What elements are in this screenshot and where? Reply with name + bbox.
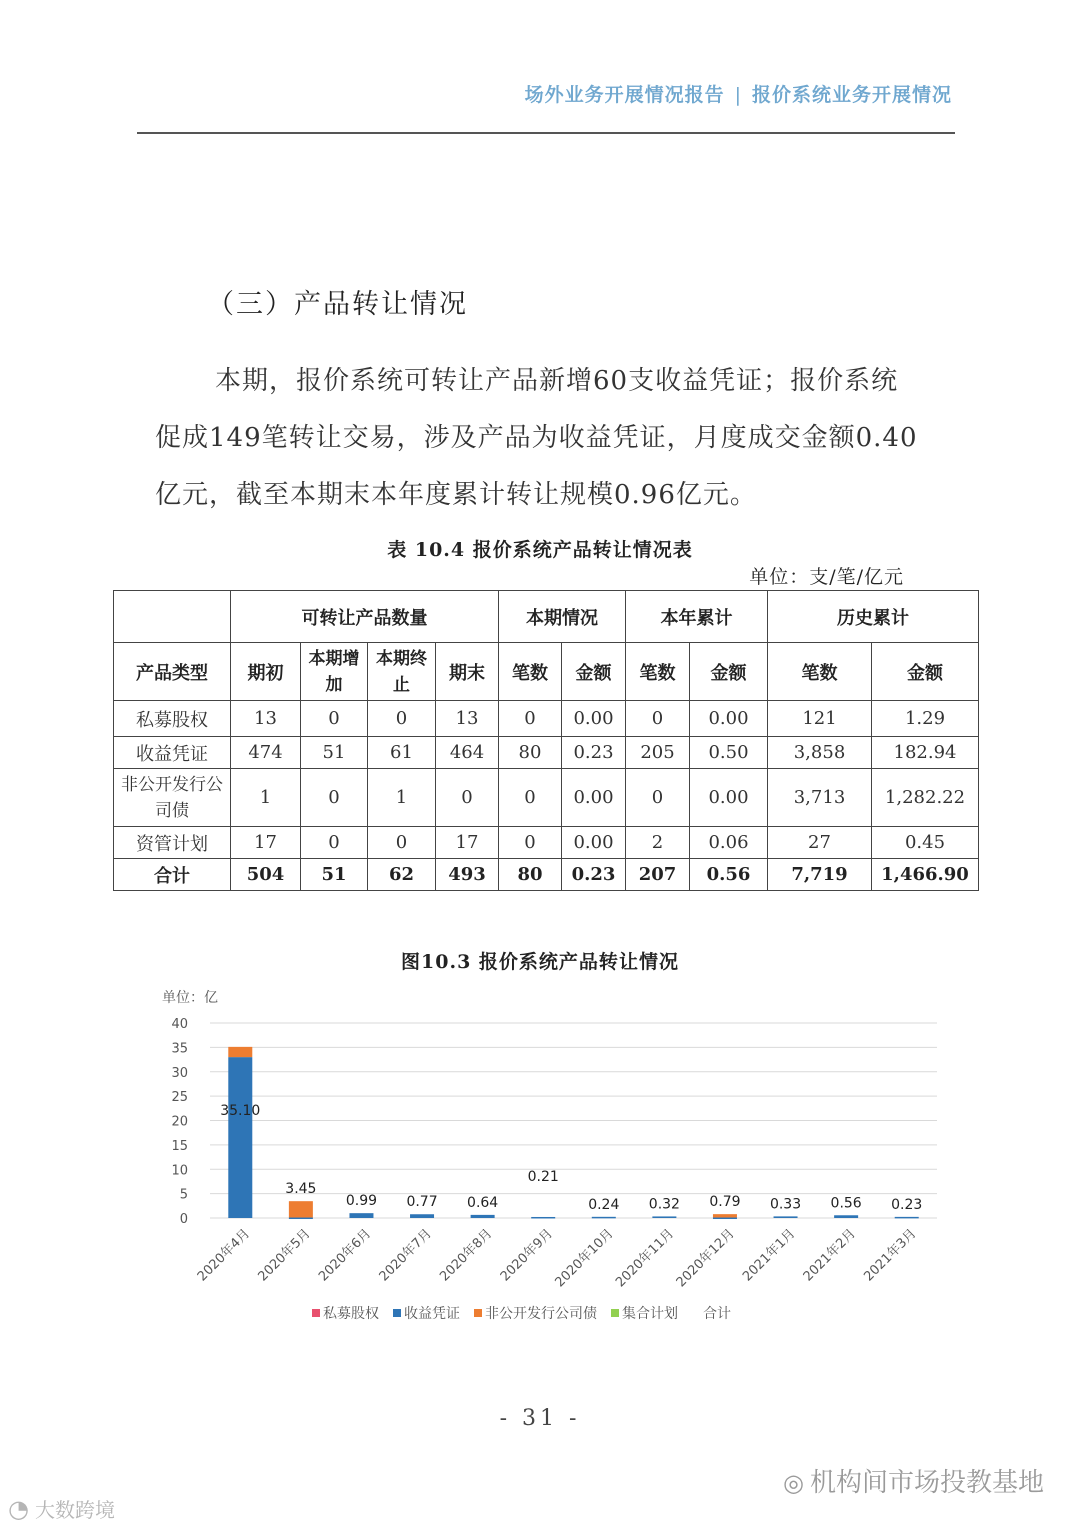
table-cell: 0 xyxy=(626,769,690,827)
y-tick-label: 25 xyxy=(171,1090,188,1106)
x-tick-label: 2020年12月 xyxy=(673,1226,738,1291)
column-header-row xyxy=(114,643,979,701)
col-header: 金额 xyxy=(562,643,626,701)
table-row xyxy=(114,769,979,827)
table-cell: 1,282.22 xyxy=(872,769,979,827)
bar-segment xyxy=(834,1215,858,1218)
paragraph-line-3: 亿元，截至本期末本年度累计转让规模0.96亿元。 xyxy=(155,480,757,510)
table-cell: 0 xyxy=(626,701,690,737)
table-cell: 121 xyxy=(768,701,872,737)
total-data-label: 0.79 xyxy=(709,1194,741,1211)
paragraph-line-2: 促成149笔转让交易，涉及产品为收益凭证，月度成交金额0.40 xyxy=(155,423,918,453)
table-cell: 1 xyxy=(368,769,436,827)
paragraph-line-1: 本期，报价系统可转让产品新增60支收益凭证；报价系统 xyxy=(215,366,899,396)
bar-segment xyxy=(895,1217,919,1219)
watermark-right xyxy=(783,1462,1044,1499)
col-header: 金额 xyxy=(690,643,768,701)
table-cell: 0.23 xyxy=(562,737,626,769)
table-cell: 0.00 xyxy=(562,701,626,737)
table-caption: 表 10.4 报价系统产品转让情况表 xyxy=(387,539,693,561)
group-header-current: 本期情况 xyxy=(499,591,626,643)
total-cell: 207 xyxy=(626,859,690,891)
table-cell: 27 xyxy=(768,827,872,859)
table-cell: 0 xyxy=(499,701,562,737)
x-tick-label: 2021年2月 xyxy=(800,1226,859,1285)
group-header-history: 历史累计 xyxy=(768,591,979,643)
col-header: 笔数 xyxy=(626,643,690,701)
legend-label: 非公开发行公司债 xyxy=(485,1306,597,1322)
total-cell: 7,719 xyxy=(768,859,872,891)
table-cell: 0.45 xyxy=(872,827,979,859)
watermark-left-text: 大数跨境 xyxy=(34,1498,115,1522)
y-tick-label: 40 xyxy=(171,1017,188,1032)
total-data-label: 0.23 xyxy=(891,1196,923,1213)
table-cell: 13 xyxy=(231,701,301,737)
y-tick-label: 30 xyxy=(171,1065,188,1081)
x-tick-label: 2020年10月 xyxy=(552,1226,617,1291)
legend-swatch xyxy=(393,1309,401,1317)
table-cell: 0.00 xyxy=(562,827,626,859)
table-cell: 0 xyxy=(301,701,368,737)
total-cell: 504 xyxy=(231,859,301,891)
total-cell: 0.23 xyxy=(562,859,626,891)
bar-segment xyxy=(713,1218,737,1220)
total-row xyxy=(114,859,979,891)
table-cell: 205 xyxy=(626,737,690,769)
col-header: 笔数 xyxy=(768,643,872,701)
legend-label: 收益凭证 xyxy=(404,1306,460,1322)
y-tick-label: 10 xyxy=(171,1163,188,1179)
total-cell: 0.56 xyxy=(690,859,768,891)
total-data-label: 0.21 xyxy=(527,1168,559,1185)
bar-segment xyxy=(228,1047,252,1057)
total-cell: 合计 xyxy=(114,859,231,891)
table-cell: 1.29 xyxy=(872,701,979,737)
table-cell: 0.00 xyxy=(690,769,768,827)
legend-label: 私募股权 xyxy=(323,1306,379,1322)
col-header: 期初 xyxy=(231,643,301,701)
table-cell: 资管计划 xyxy=(114,827,231,859)
total-data-label: 0.56 xyxy=(830,1195,862,1212)
total-data-label: 0.64 xyxy=(467,1194,499,1211)
legend-label: 合计 xyxy=(703,1306,731,1322)
group-header-transferable: 可转让产品数量 xyxy=(231,591,499,643)
x-tick-label: 2020年5月 xyxy=(255,1226,314,1285)
col-header: 本期终止 xyxy=(368,643,436,701)
table-cell: 17 xyxy=(231,827,301,859)
table-cell: 0 xyxy=(301,827,368,859)
col-header: 期末 xyxy=(436,643,499,701)
bar-segment xyxy=(592,1217,616,1219)
y-tick-label: 20 xyxy=(171,1114,188,1130)
x-tick-label: 2020年6月 xyxy=(316,1226,375,1285)
wechat-icon: ◎ xyxy=(783,1469,804,1497)
table-cell: 0 xyxy=(368,701,436,737)
table-cell: 1 xyxy=(231,769,301,827)
total-cell: 80 xyxy=(499,859,562,891)
table-cell: 464 xyxy=(436,737,499,769)
legend-swatch xyxy=(611,1309,619,1317)
header-report-title: 场外业务开展情况报告 xyxy=(524,84,725,106)
chart-title: 图10.3 报价系统产品转让情况 xyxy=(401,951,679,973)
bar-segment xyxy=(713,1214,737,1217)
x-tick-label: 2020年8月 xyxy=(437,1226,496,1285)
x-tick-label: 2020年4月 xyxy=(194,1226,254,1285)
total-data-label: 35.10 xyxy=(220,1102,261,1119)
table-cell: 80 xyxy=(499,737,562,769)
table-cell: 0.50 xyxy=(690,737,768,769)
table-cell: 182.94 xyxy=(872,737,979,769)
x-tick-label: 2020年9月 xyxy=(497,1226,557,1285)
y-tick-label: 0 xyxy=(179,1212,188,1227)
table-cell: 51 xyxy=(301,737,368,769)
table-cell: 0 xyxy=(499,827,562,859)
legend-swatch xyxy=(312,1309,320,1317)
legend-swatch xyxy=(474,1309,482,1317)
table-row xyxy=(114,737,979,769)
section-heading: （三）产品转让情况 xyxy=(207,289,468,320)
table-cell: 0 xyxy=(436,769,499,827)
page-number: - 31 - xyxy=(499,1406,581,1431)
table-cell: 0 xyxy=(301,769,368,827)
header-section-title: 报价系统业务开展情况 xyxy=(751,84,952,106)
table-cell: 0.00 xyxy=(690,701,768,737)
bar-segment xyxy=(652,1216,676,1218)
table-cell: 17 xyxy=(436,827,499,859)
bar-segment xyxy=(410,1214,434,1218)
header-rule xyxy=(137,132,955,134)
total-data-label: 0.24 xyxy=(588,1196,620,1213)
empty-corner-cell xyxy=(114,591,231,643)
y-tick-label: 5 xyxy=(179,1187,188,1203)
total-data-label: 0.77 xyxy=(406,1194,438,1211)
watermark-right-text: 机构间市场投教基地 xyxy=(809,1468,1044,1498)
table-row xyxy=(114,827,979,859)
table-cell: 2 xyxy=(626,827,690,859)
legend-label: 集合计划 xyxy=(622,1306,678,1322)
group-header-row xyxy=(114,591,979,643)
table-cell: 0 xyxy=(499,769,562,827)
bar-segment xyxy=(774,1216,798,1218)
total-cell: 1,466.90 xyxy=(872,859,979,891)
table-cell: 3,858 xyxy=(768,737,872,769)
table-cell: 非公开发行公司债 xyxy=(114,769,231,827)
table-cell: 0.06 xyxy=(690,827,768,859)
total-cell: 493 xyxy=(436,859,499,891)
table-cell: 0 xyxy=(368,827,436,859)
total-cell: 62 xyxy=(368,859,436,891)
y-tick-label: 35 xyxy=(171,1041,188,1057)
bar-segment xyxy=(471,1215,495,1218)
x-tick-label: 2020年7月 xyxy=(376,1226,435,1285)
table-cell: 474 xyxy=(231,737,301,769)
x-tick-label: 2020年11月 xyxy=(613,1226,678,1291)
col-header: 笔数 xyxy=(499,643,562,701)
bar-segment xyxy=(531,1217,555,1219)
bar-segment xyxy=(289,1201,313,1217)
watermark-left xyxy=(8,1494,115,1523)
transfer-table xyxy=(113,590,979,891)
total-cell: 51 xyxy=(301,859,368,891)
x-tick-label: 2021年3月 xyxy=(861,1226,920,1285)
chart-unit-label: 单位：亿 xyxy=(162,990,218,1006)
col-header: 产品类型 xyxy=(114,643,231,701)
col-header: 金额 xyxy=(872,643,979,701)
table-unit: 单位：支/笔/亿元 xyxy=(749,566,904,588)
table-cell: 3,713 xyxy=(768,769,872,827)
y-tick-label: 15 xyxy=(171,1138,188,1154)
table-cell: 0.00 xyxy=(562,769,626,827)
total-data-label: 0.99 xyxy=(345,1193,378,1210)
bar-segment xyxy=(349,1213,373,1218)
running-header xyxy=(525,80,952,107)
total-data-label: 3.45 xyxy=(285,1181,317,1198)
bar-segment xyxy=(289,1218,313,1220)
bar-segment xyxy=(228,1057,252,1218)
total-data-label: 0.33 xyxy=(769,1196,802,1213)
table-cell: 61 xyxy=(368,737,436,769)
table-cell: 13 xyxy=(436,701,499,737)
transfer-chart xyxy=(140,985,960,1345)
weibo-icon: ◔ xyxy=(8,1495,29,1523)
total-data-label: 0.32 xyxy=(648,1196,680,1213)
x-tick-label: 2021年1月 xyxy=(740,1226,799,1285)
table-cell: 私募股权 xyxy=(114,701,231,737)
col-header: 本期增加 xyxy=(301,643,368,701)
header-separator: | xyxy=(734,84,742,106)
group-header-ytd: 本年累计 xyxy=(626,591,768,643)
table-row xyxy=(114,701,979,737)
table-cell: 收益凭证 xyxy=(114,737,231,769)
